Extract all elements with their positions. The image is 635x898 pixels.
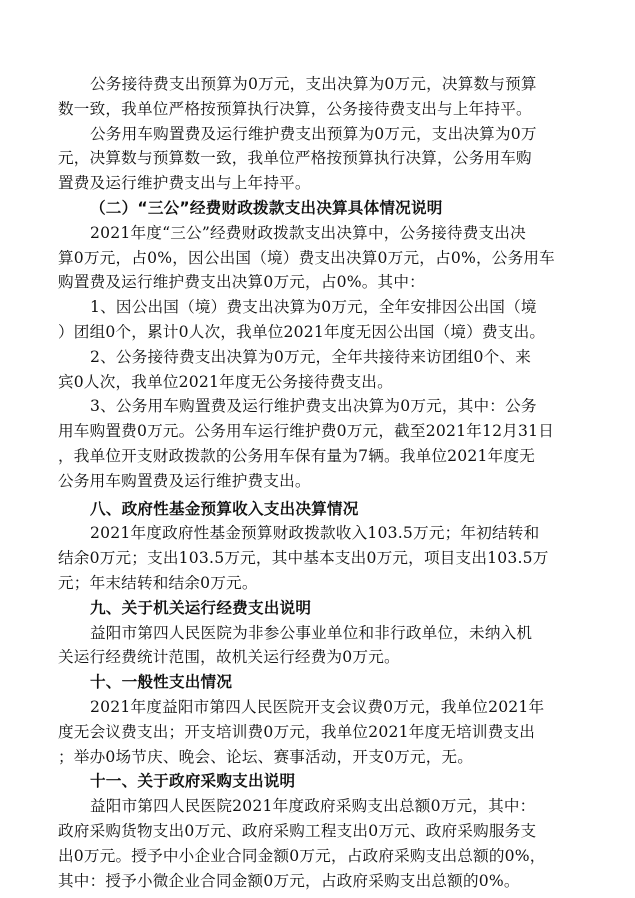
- section-heading: （二）“三公”经费财政拨款支出决算具体情况说明: [90, 198, 443, 217]
- paragraph-line: 2021年度政府性基金预算财政拨款收入103.5万元；年初结转和: [90, 524, 540, 543]
- paragraph-line: 公务用车购置费及运行维护费支出。: [58, 471, 311, 490]
- paragraph-line: 用车购置费0万元。公务用车运行维护费0万元，截至2021年12月31日: [58, 422, 555, 441]
- paragraph-line: 其中：授予小微企业合同金额0万元，占政府采购支出总额的0%。: [58, 871, 520, 890]
- paragraph-line: 益阳市第四人民医院为非参公事业单位和非行政单位，未纳入机: [90, 623, 533, 642]
- paragraph-line: 关运行经费统计范围，故机关运行经费为0万元。: [58, 648, 400, 667]
- document-page: [58, 72, 583, 893]
- paragraph-line: 购置费及运行维护费支出决算0万元，占0%。其中：: [58, 273, 425, 292]
- paragraph-line: 元；年末结转和结余0万元。: [58, 573, 258, 592]
- paragraph-line: 公务接待费支出预算为0万元，支出决算为0万元，决算数与预算: [90, 75, 537, 93]
- paragraph-line: ，我单位开支财政拨款的公务用车保有量为7辆。我单位2021年度无: [58, 446, 536, 465]
- paragraph-line: 公务用车购置费及运行维护费支出预算为0万元，支出决算为0万: [90, 124, 537, 143]
- paragraph-line: 结余0万元；支出103.5万元，其中基本支出0万元，项目支出103.5万: [58, 549, 549, 568]
- section-heading: 十一、关于政府采购支出说明: [90, 772, 296, 791]
- paragraph-line: ）团组0个，累计0人次，我单位2021年度无因公出国（境）费支出。: [58, 322, 546, 341]
- paragraph-line: 3、公务用车购置费及运行维护费支出决算为0万元，其中：公务: [90, 397, 537, 416]
- paragraph-line: 益阳市第四人民医院2021年度政府采购支出总额0万元，其中：: [90, 797, 536, 816]
- paragraph-line: 2、公务接待费支出决算为0万元，全年共接待来访团组0个、来: [90, 347, 532, 366]
- paragraph-line: 政府采购货物支出0万元、政府采购工程支出0万元、政府采购服务支: [58, 821, 537, 840]
- paragraph-line: 数一致，我单位严格按预算执行决算，公务接待费支出与上年持平。: [58, 99, 532, 118]
- paragraph-line: 置费及运行维护费支出与上年持平。: [58, 174, 311, 193]
- paragraph-line: 2021年度“三公”经费财政拨款支出决算中，公务接待费支出决: [90, 223, 526, 242]
- section-heading: 八、政府性基金预算收入支出决算情况: [90, 499, 359, 518]
- paragraph-line: 宾0人次，我单位2021年度无公务接待费支出。: [58, 372, 393, 391]
- paragraph-line: 度无会议费支出；开支培训费0万元，我单位2021年度无培训费支出: [58, 722, 536, 741]
- paragraph-line: ；举办0场节庆、晚会、论坛、赛事活动，开支0万元，无。: [58, 747, 474, 766]
- paragraph-line: 出0万元。授予中小企业合同金额0万元，占政府采购支出总额的0%，: [58, 846, 546, 865]
- section-heading: 十、一般性支出情况: [90, 673, 233, 692]
- paragraph-line: 算0万元，占0%，因公出国（境）费支出决算0万元，占0%，公务用车: [58, 248, 555, 267]
- paragraph-line: 元，决算数与预算数一致，我单位严格按预算执行决算，公务用车购: [58, 149, 532, 168]
- paragraph-line: 2021年度益阳市第四人民医院开支会议费0万元，我单位2021年: [90, 697, 545, 716]
- paragraph-line: 1、因公出国（境）费支出决算为0万元，全年安排因公出国（境: [90, 298, 537, 317]
- section-heading: 九、关于机关运行经费支出说明: [90, 598, 312, 617]
